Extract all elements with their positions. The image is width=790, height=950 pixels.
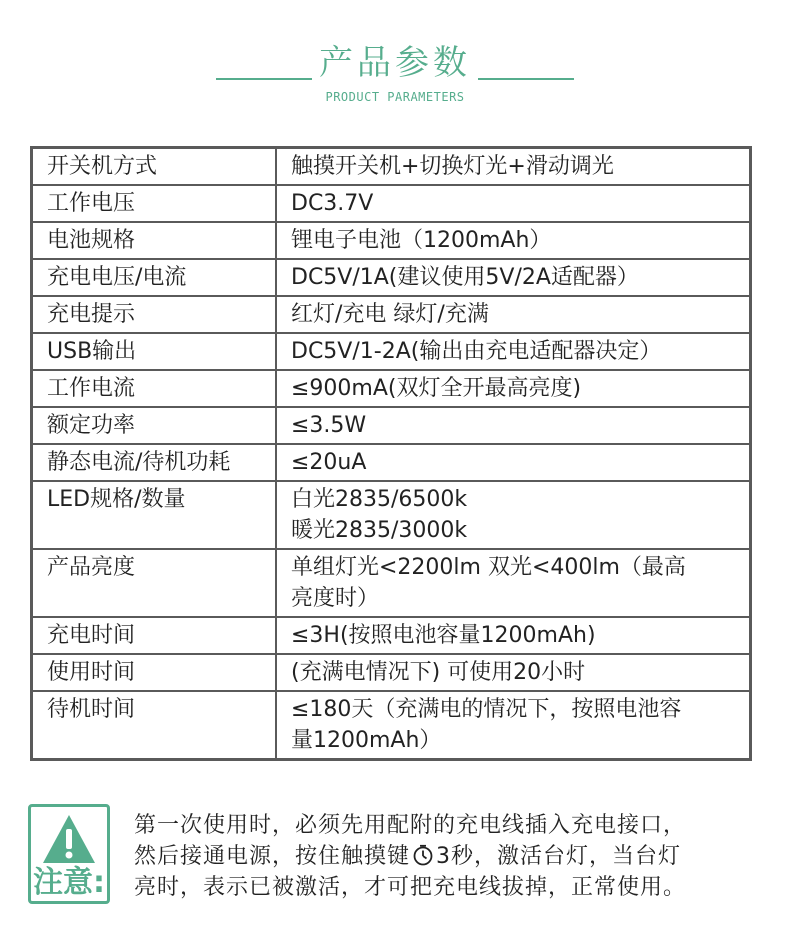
spec-key: 开关机方式 (32, 148, 277, 186)
spec-value-line: ≤3.5W (291, 413, 367, 438)
notice-text (134, 810, 784, 903)
spec-value (276, 549, 751, 617)
timer-icon (412, 844, 434, 866)
spec-value (276, 185, 751, 222)
spec-value-line: 锂电子电池（1200mAh） (291, 228, 552, 253)
spec-key: 额定功率 (32, 407, 277, 444)
spec-value-line: 单组灯光<2200lm 双光<400lm（最高 (291, 555, 686, 580)
spec-key: 使用时间 (32, 654, 277, 691)
spec-row (32, 654, 751, 691)
spec-key: 静态电流/待机功耗 (32, 444, 277, 481)
spec-row (32, 617, 751, 654)
spec-value (276, 407, 751, 444)
spec-key: 充电电压/电流 (32, 259, 277, 296)
notice-box (24, 800, 784, 910)
spec-value-line: (充满电情况下) 可使用20小时 (291, 660, 586, 685)
spec-row (32, 222, 751, 259)
spec-value-line: DC3.7V (291, 191, 374, 216)
spec-value (276, 370, 751, 407)
notice-line-3: 亮时，表示已被激活，才可把充电线拔掉，正常使用。 (134, 875, 687, 900)
spec-value (276, 259, 751, 296)
spec-value-line: 亮度时） (291, 586, 380, 611)
spec-value-line: 触摸开关机+切换灯光+滑动调光 (291, 154, 614, 179)
notice-badge-label: 注意: (33, 865, 105, 900)
notice-line-2-end: 3秒，激活台灯，当台灯 (436, 844, 682, 869)
spec-key: 充电时间 (32, 617, 277, 654)
warning-triangle-icon (41, 813, 97, 865)
spec-value-line: DC5V/1A(建议使用5V/2A适配器） (291, 265, 639, 290)
spec-value (276, 148, 751, 186)
spec-key: USB输出 (32, 333, 277, 370)
spec-row (32, 296, 751, 333)
header (0, 40, 790, 110)
spec-key: 充电提示 (32, 296, 277, 333)
notice-line-1: 第一次使用时，必须先用配附的充电线插入充电接口， (134, 813, 687, 838)
spec-value-line: DC5V/1-2A(输出由充电适配器决定） (291, 339, 662, 364)
spec-row (32, 333, 751, 370)
spec-value (276, 617, 751, 654)
notice-line-2-start: 然后接通电源，按住触摸键 (134, 844, 411, 869)
spec-row (32, 481, 751, 549)
spec-key: 待机时间 (32, 691, 277, 760)
spec-value (276, 691, 751, 760)
spec-row (32, 444, 751, 481)
spec-value (276, 654, 751, 691)
spec-value-line: 白光2835/6500k (291, 487, 468, 512)
spec-value (276, 222, 751, 259)
spec-row (32, 185, 751, 222)
spec-key: 产品亮度 (32, 549, 277, 617)
spec-value (276, 481, 751, 549)
spec-value-line: 红灯/充电 绿灯/充满 (291, 302, 489, 327)
spec-row (32, 148, 751, 186)
spec-row (32, 370, 751, 407)
spec-value (276, 333, 751, 370)
spec-value-line: ≤20uA (291, 450, 367, 475)
spec-table (30, 146, 752, 761)
spec-value-line: ≤3H(按照电池容量1200mAh) (291, 623, 596, 648)
title-divider-right (478, 78, 574, 80)
spec-row (32, 407, 751, 444)
spec-value-line: ≤180天（充满电的情况下，按照电池容 (291, 697, 682, 722)
spec-value (276, 444, 751, 481)
spec-value-line: ≤900mA(双灯全开最高亮度) (291, 376, 582, 401)
spec-key: 电池规格 (32, 222, 277, 259)
spec-value-line: 暖光2835/3000k (291, 518, 468, 543)
spec-row (32, 549, 751, 617)
page-subtitle: PRODUCT PARAMETERS (325, 90, 465, 104)
notice-badge (28, 804, 110, 904)
spec-key: 工作电流 (32, 370, 277, 407)
page-title: 产品参数 (319, 43, 471, 83)
spec-value (276, 296, 751, 333)
spec-row (32, 691, 751, 760)
notice-line-2 (134, 841, 784, 872)
spec-key: LED规格/数量 (32, 481, 277, 549)
spec-key: 工作电压 (32, 185, 277, 222)
spec-value-line: 量1200mAh） (291, 728, 442, 753)
spec-row (32, 259, 751, 296)
